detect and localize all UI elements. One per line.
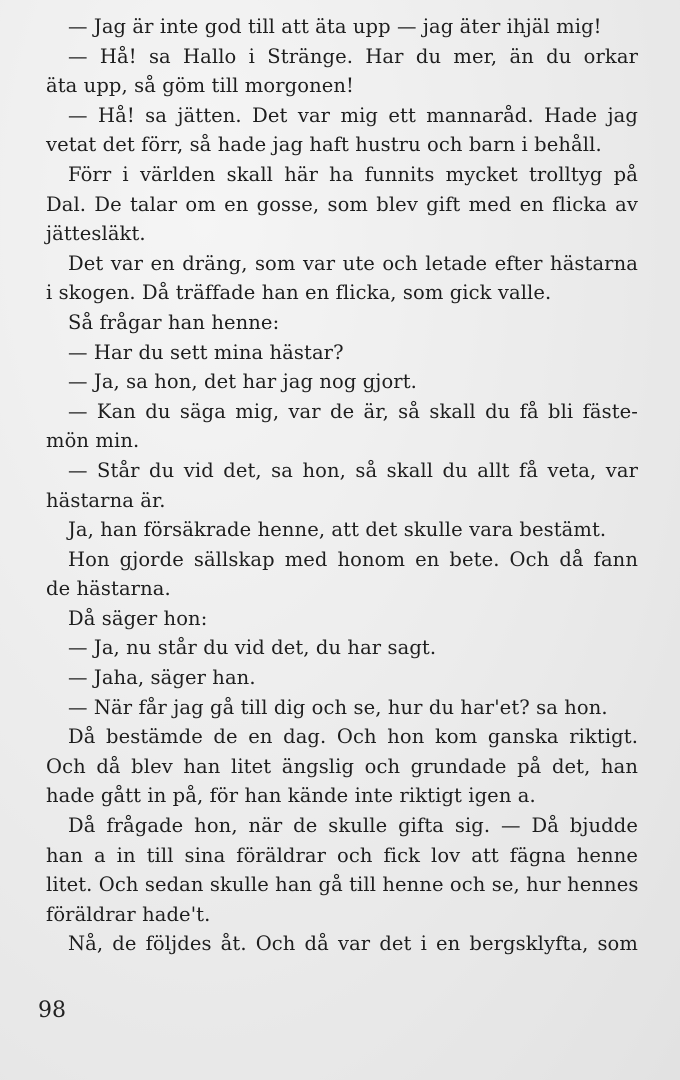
text-line: han a in till sina föräldrar och fick lov att fägna henne bbox=[46, 843, 638, 867]
text-line: — Hå! sa jätten. Det var mig ett mannaråd. Hade jag bbox=[68, 103, 638, 127]
text-line: Då bestämde de en dag. Och hon kom ganska riktigt. bbox=[68, 725, 638, 749]
text-line: hästarna är. bbox=[46, 488, 166, 512]
text-line: hade gått in på, för han kände inte riktigt igen a. bbox=[46, 784, 536, 808]
text-line: Då frågade hon, när de skulle gifta sig. — Då bjudde bbox=[68, 814, 638, 838]
page-number: 98 bbox=[38, 998, 66, 1023]
text-line: — Ja, nu står du vid det, du har sagt. bbox=[68, 636, 437, 660]
text-line: Dal. De talar om en gosse, som blev gift med en flicka av bbox=[46, 192, 638, 216]
text-line: vetat det förr, så hade jag haft hustru och barn i behåll. bbox=[46, 133, 602, 157]
text-line: — Jaha, säger han. bbox=[68, 666, 256, 690]
body-text bbox=[46, 12, 638, 959]
text-line: — Jag är inte god till att äta upp — jag äter ihjäl mig! bbox=[68, 15, 602, 38]
text-line: jättesläkt. bbox=[46, 222, 146, 246]
text-line: i skogen. Då träffade han en flicka, som gick valle. bbox=[46, 281, 552, 305]
text-line: mön min. bbox=[46, 429, 140, 453]
text-line: Och då blev han litet ängslig och grundade på det, han bbox=[46, 754, 638, 778]
text-line: Ja, han försäkrade henne, att det skulle vara bestämt. bbox=[68, 518, 607, 542]
text-line: Det var en dräng, som var ute och letade efter hästarna bbox=[68, 251, 638, 275]
text-line: Då säger hon: bbox=[68, 606, 208, 630]
text-line: Förr i världen skall här ha funnits mycket trolltyg på bbox=[68, 162, 638, 186]
text-line: — Har du sett mina hästar? bbox=[68, 340, 344, 364]
text-line: äta upp, så göm till morgonen! bbox=[46, 74, 354, 98]
text-line: — Kan du säga mig, var de är, så skall du få bli fäste- bbox=[68, 399, 638, 423]
text-line: Hon gjorde sällskap med honom en bete. Och då fann bbox=[68, 547, 638, 571]
text-line: litet. Och sedan skulle han gå till henne och se, hur hennes bbox=[46, 873, 639, 897]
text-line: — Ja, sa hon, det har jag nog gjort. bbox=[68, 370, 417, 394]
text-line: Nå, de följdes åt. Och då var det i en bergsklyfta, som bbox=[68, 932, 638, 956]
text-line: Så frågar han henne: bbox=[68, 310, 280, 334]
text-line: föräldrar hade't. bbox=[46, 902, 211, 926]
text-line: de hästarna. bbox=[46, 577, 171, 601]
text-line: — När får jag gå till dig och se, hur du har'et? sa hon. bbox=[68, 695, 608, 719]
text-line: — Står du vid det, sa hon, så skall du allt få veta, var bbox=[68, 458, 638, 482]
text-line: — Hå! sa Hallo i Stränge. Har du mer, än du orkar bbox=[68, 44, 638, 68]
